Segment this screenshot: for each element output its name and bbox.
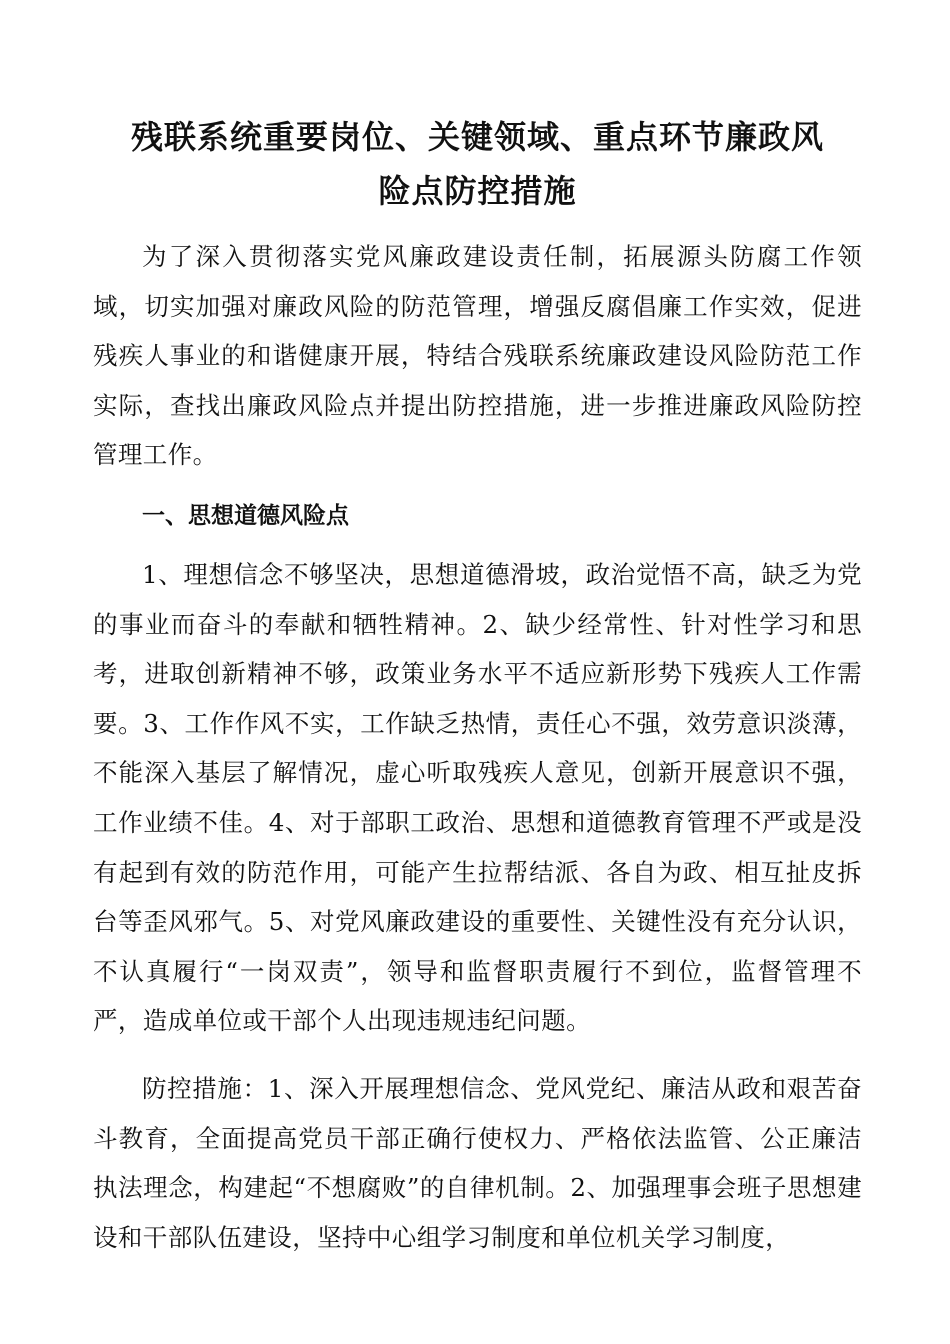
- intro-paragraph: 为了深入贯彻落实党风廉政建设责任制，拓展源头防腐工作领域，切实加强对廉政风险的防范管理，增强反腐倡廉工作实效，促进残疾人事业的和谐健康开展，特结合残联系统廉政建设风险防范工作实际，查找出廉政风险点并提出防控措施，进一步推进廉政风险防控管理工作。: [93, 242, 862, 470]
- title-line-2: 险点防控措施: [378, 172, 577, 210]
- control-measures-paragraph: 防控措施：1、深入开展理想信念、党风党纪、廉洁从政和艰苦奋斗教育，全面提高党员干部正确行使权力、严格依法监管、公正廉洁执法理念，构建起“不想腐败”的自律机制。2、加强理事会班子思想建设和干部队伍建设，坚持中心组学习制度和单位机关学习制度，: [93, 1073, 862, 1252]
- document-title: [93, 110, 862, 218]
- risk-points-paragraph: 1、理想信念不够坚决，思想道德滑坡，政治觉悟不高，缺乏为党的事业而奋斗的奉献和牺牲精神。2、缺少经常性、针对性学习和思考，进取创新精神不够，政策业务水平不适应新形势下残疾人工作需要。3、工作作风不实，工作缺乏热情，责任心不强，效劳意识淡薄，不能深入基层了解情况，虚心听取残疾人意见，创新开展意识不强，工作业绩不佳。4、对于部职工政治、思想和道德教育管理不严或是没有起到有效的防范作用，可能产生拉帮结派、各自为政、相互扯皮拆台等歪风邪气。5、对党风廉政建设的重要性、关键性没有充分认识，不认真履行“一岗双责”，领导和监督职责履行不到位，监督管理不严，造成单位或干部个人出现违规违纪问题。: [93, 559, 862, 1036]
- section-heading-ideology-risk: 一、思想道德风险点: [142, 502, 349, 529]
- title-line-1: 残联系统重要岗位、关键领域、重点环节廉政风: [130, 118, 824, 156]
